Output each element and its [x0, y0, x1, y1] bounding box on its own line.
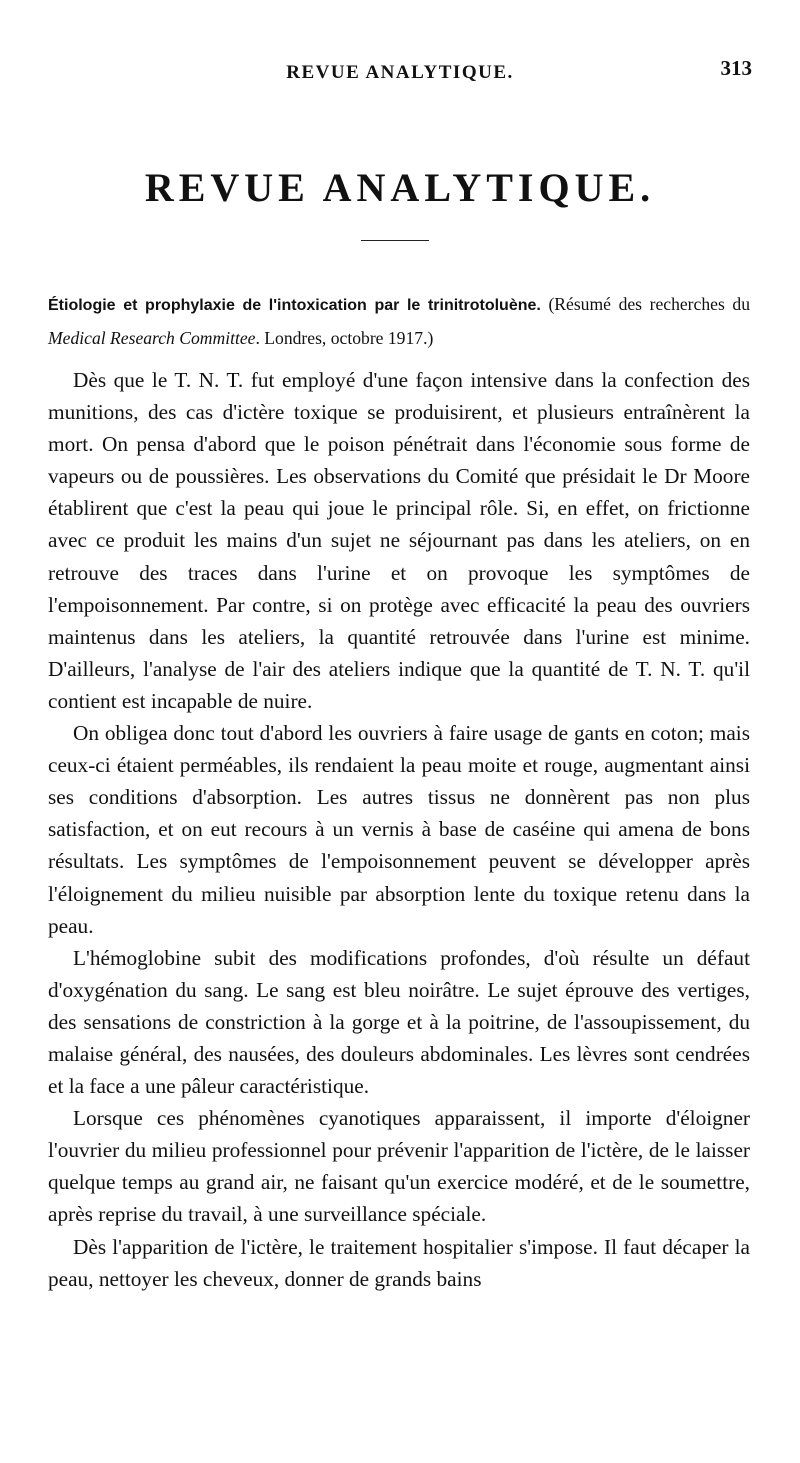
summary-open: (Résumé des recherches du: [548, 294, 750, 314]
paragraph: L'hémoglobine subit des modifications profondes, d'où résulte un défaut d'oxygénation du sang. Le sang est bleu noirâtre. Le sujet éprouve des vertiges, des sensations de constriction à la gorge et à la poitrine, de l'assoupissement, du malaise général, des nausées, des douleurs abdominales. Les lèvres sont cendrées et la face a une pâleur caractéristique.: [48, 945, 750, 1099]
article-heading: [48, 288, 750, 354]
paragraph: Dès l'apparition de l'ictère, le traitement hospitalier s'impose. Il faut décaper la peau, nettoyer les cheveux, donner de grands bains: [48, 1234, 750, 1291]
paragraph: Dès que le T. N. T. fut employé d'une façon intensive dans la confection des munitions, des cas d'ictère toxique se produisirent, et plusieurs entraînèrent la mort. On pensa d'abord que le poison pénétrait dans l'économie sous forme de vapeurs ou de poussières. Les observations du Comité que présidait le Dr Moore établirent que c'est la peau qui joue le principal rôle. Si, en effet, on frictionne avec ce produit les mains d'un sujet ne séjournant pas dans les ateliers, on en retrouve des traces dans l'urine et on provoque les symptômes de l'empoisonnement. Par contre, si on protège avec efficacité la peau des ouvriers maintenus dans les ateliers, la quantité retrouvée dans l'urine est minime. D'ailleurs, l'analyse de l'air des ateliers indique que la quantité de T. N. T. qu'il contient est incapable de nuire.: [48, 368, 750, 713]
page-number: 313: [720, 56, 752, 80]
paragraph: On obligea donc tout d'abord les ouvriers à faire usage de gants en coton; mais ceux-ci étaient perméables, ils rendaient la peau moite et rouge, augmentant ainsi ses conditions d'absorption. Les autres tissus ne donnèrent pas non plus satisfaction, et on eut recours à un vernis à base de caséine qui amena de bons résultats. Les symptômes de l'empoisonnement peuvent se développer après l'éloignement du milieu nuisible par absorption lente du toxique retenu dans la peau.: [48, 721, 750, 938]
running-head: REVUE ANALYTIQUE.: [286, 62, 514, 83]
article-body: [48, 364, 750, 1295]
summary-close: . Londres, octobre 1917.): [255, 328, 434, 348]
article-topic: Étiologie et prophylaxie de l'intoxication par le trinitrotoluène.: [48, 297, 541, 314]
paragraph: Lorsque ces phénomènes cyanotiques apparaissent, il importe d'éloigner l'ouvrier du milieu professionnel pour prévenir l'apparition de l'ictère, de le laisser quelque temps au grand air, ne faisant qu'un exercice modéré, et de le soumettre, après reprise du travail, à une surveillance spéciale.: [48, 1106, 750, 1227]
committee-name: Medical Research Committee: [48, 328, 256, 348]
section-title: REVUE ANALYTIQUE.: [144, 165, 656, 210]
title-rule: [361, 240, 429, 241]
